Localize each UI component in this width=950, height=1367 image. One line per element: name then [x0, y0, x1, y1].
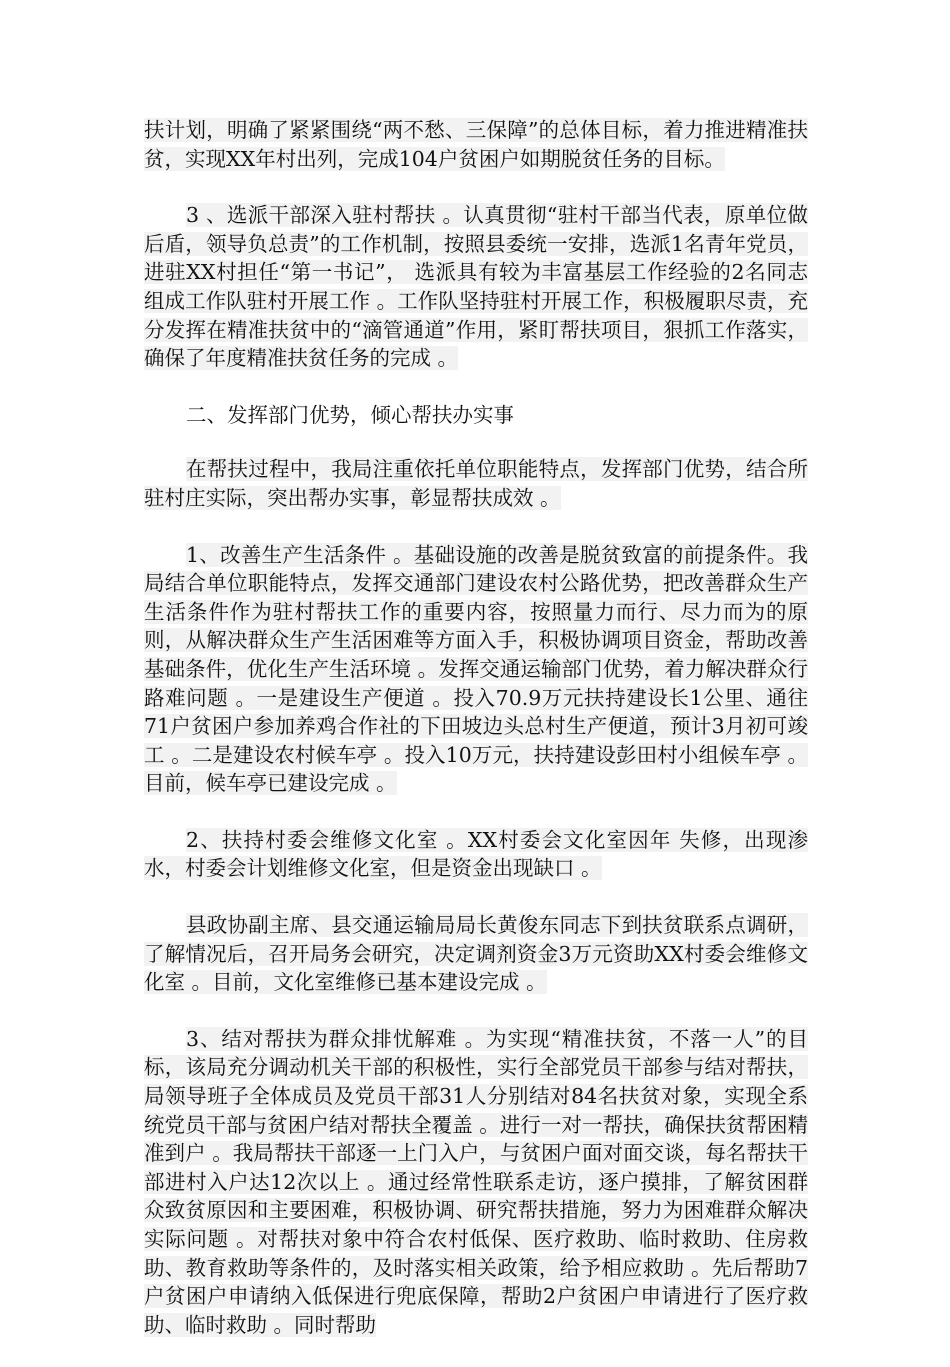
paragraph-point-3 — [144, 201, 808, 373]
paragraph-item-1 — [144, 541, 808, 798]
paragraph-text: 1、改善生产生活条件 。基础设施的改善是脱贫致富的前提条件。我局结合单位职能特点，发挥交通部门建设农村公路优势，把改善群众生产生活条件作为驻村帮扶工作的重要内容，按照量力而行、尽力而为的原则，从解决群众生产生活困难等方面入手，积极协调项目资金，帮助改善基础条件，优化生产生活环境 。发挥交通运输部门优势，着力解决群众行路难问题 。一是建设生产便道 。投入70.9万元扶持建设长1公里、通往71户贫困户参加养鸡合作社的下田坡边头总村生产便道，预计3月初可竣工 。二是建设农村候车亭 。投入10万元，扶持建设彭田村小组候车亭 。目前，候车亭已建设完成 。 — [144, 542, 808, 796]
paragraph-visit — [144, 911, 808, 997]
paragraph-text: 扶计划，明确了紧紧围绕“两不愁、三保障”的总体目标，着力推进精准扶贫，实现XX年村出列，完成104户贫困户如期脱贫任务的目标。 — [144, 118, 808, 171]
section-heading-text: 二、发挥部门优势，倾心帮扶办实事 — [186, 402, 514, 427]
paragraph-intro — [144, 455, 808, 512]
paragraph-text: 在帮扶过程中，我局注重依托单位职能特点，发挥部门优势，结合所驻村庄实际，突出帮办实事，彰显帮扶成效 。 — [144, 457, 808, 510]
paragraph-item-2 — [144, 826, 808, 883]
paragraph-text: 县政协副主席、县交通运输局局长黄俊东同志下到扶贫联系点调研，了解情况后，召开局务会研究，决定调剂资金3万元资助XX村委会维修文化室 。目前，文化室维修已基本建设完成 。 — [144, 913, 808, 995]
section-heading — [144, 401, 808, 430]
paragraph-item-3 — [144, 1025, 808, 1340]
paragraph-continuation — [144, 116, 808, 173]
paragraph-text: 2、扶持村委会维修文化室 。XX村委会文化室因年 失修，出现渗水，村委会计划维修文化室，但是资金出现缺口 。 — [144, 827, 808, 881]
paragraph-text: 3、结对帮扶为群众排忧解难 。为实现“精准扶贫，不落一人”的目标，该局充分调动机关干部的积极性，实行全部党员干部参与结对帮扶，局领导班子全体成员及党员干部31人分别结对84名扶贫对象，实现全系统党员干部与贫困户结对帮扶全覆盖 。进行一对一帮扶，确保扶贫帮困精准到户 。我局帮扶干部逐一上门入户，与贫困户面对面交谈，每名帮扶干部进村入户达12次以上 。通过经常性联系走访，逐户摸排，了解贫困群众致贫原因和主要困难，积极协调、研究帮扶措施，努力为困难群众解决实际问题 。对帮扶对象中符合农村低保、医疗救助、临时救助、住房救助、教育救助等条件的，及时落实相关政策，给予相应救助 。先后帮助7户贫困户申请纳入低保进行兜底保障，帮助2户贫困户申请进行了医疗救助、临时救助 。同时帮助 — [144, 1026, 808, 1337]
paragraph-text: 3 、选派干部深入驻村帮扶 。认真贯彻“驻村干部当代表，原单位做后盾，领导负总责”的工作机制，按照县委统一安排，选派1名青年党员，进驻XX村担任“第一书记”， 选派具有较为丰富基层工作经验的2名同志组成工作队驻村开展工作 。工作队坚持驻村开展工作，积极履职尽责，充分发挥在精准扶贫中的“滴管通道”作用，紧盯帮扶项目，狠抓工作落实，确保了年度精准扶贫任务的完成 。 — [144, 203, 808, 371]
document-body — [144, 116, 808, 1367]
